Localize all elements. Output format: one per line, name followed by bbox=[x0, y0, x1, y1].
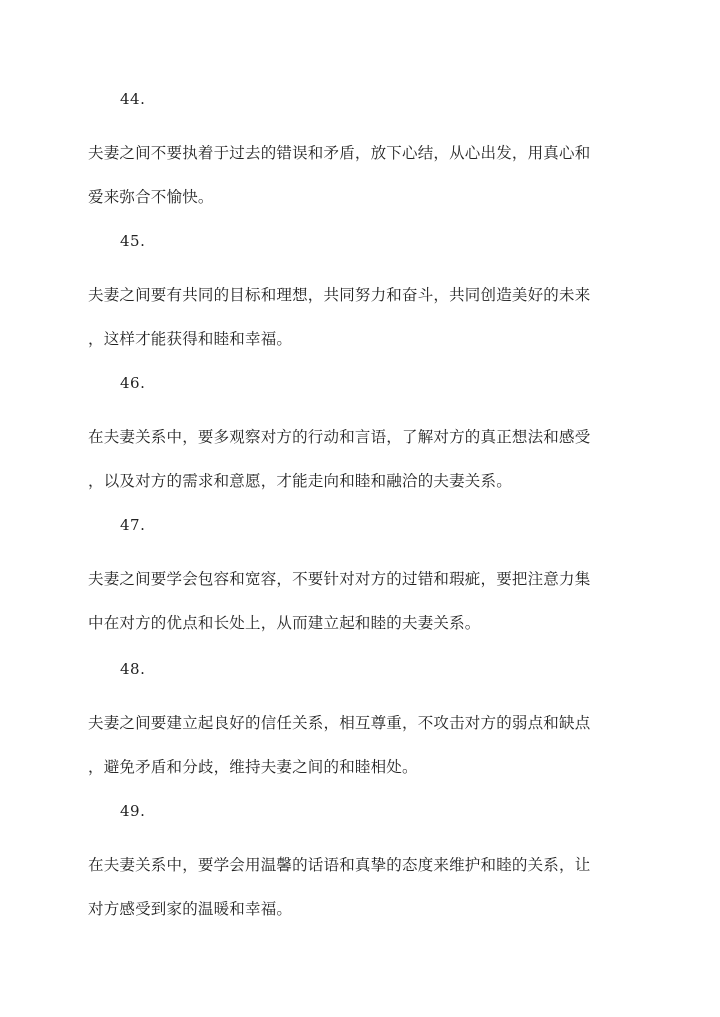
entry-text: 夫妻之间要有共同的目标和理想，共同努力和奋斗，共同创造美好的未来 ，这样才能获得和睦和幸福。 bbox=[88, 286, 591, 348]
entry-number: 49. bbox=[120, 802, 146, 820]
entry-text: 夫妻之间要学会包容和宽容，不要针对对方的过错和瑕疵，要把注意力集 中在对方的优点和长处上，从而建立起和睦的夫妻关系。 bbox=[88, 570, 591, 632]
entry-number: 44. bbox=[120, 90, 146, 108]
entry-45 bbox=[88, 231, 648, 361]
entry-number: 47. bbox=[120, 516, 146, 534]
entry-48 bbox=[88, 659, 648, 789]
entry-49 bbox=[88, 801, 648, 931]
entry-46 bbox=[88, 373, 648, 503]
entry-text: 夫妻之间不要执着于过去的错误和矛盾，放下心结，从心出发，用真心和 爱来弥合不愉快。 bbox=[88, 144, 591, 206]
entry-number: 45. bbox=[120, 232, 146, 250]
entry-47 bbox=[88, 515, 648, 645]
entry-number: 48. bbox=[120, 660, 146, 678]
entry-number: 46. bbox=[120, 374, 146, 392]
entry-text: 夫妻之间要建立起良好的信任关系，相互尊重，不攻击对方的弱点和缺点 ，避免矛盾和分歧，维持夫妻之间的和睦相处。 bbox=[88, 714, 591, 776]
entry-44 bbox=[88, 89, 648, 219]
entry-text: 在夫妻关系中，要多观察对方的行动和言语，了解对方的真正想法和感受 ，以及对方的需求和意愿，才能走向和睦和融洽的夫妻关系。 bbox=[88, 428, 591, 490]
entry-text: 在夫妻关系中，要学会用温馨的话语和真挚的态度来维护和睦的关系，让 对方感受到家的温暖和幸福。 bbox=[88, 856, 591, 918]
